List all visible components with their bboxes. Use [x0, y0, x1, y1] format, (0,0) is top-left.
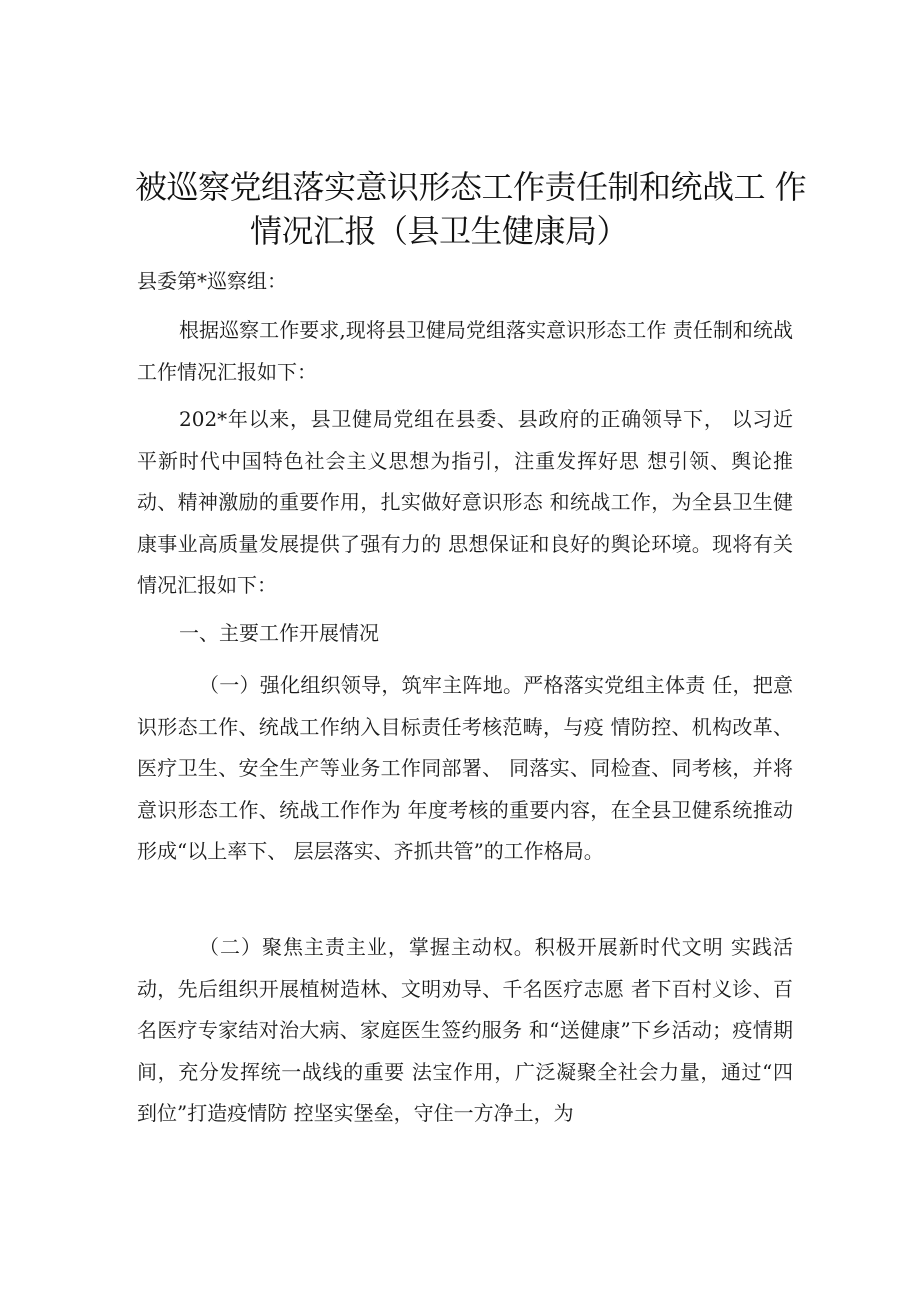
subsection-2-paragraph: （二）聚焦主责主业，掌握主动权。积极开展新时代文明 实践活动，先后组织开展植树造林、文明劝导、千名医疗志愿 者下百村义诊、百名医疗专家结对治大病、家庭医生签约服务 和“送健康”下乡活动；疫情期间，充分发挥统一战线的重要 法宝作用，广泛凝聚全社会力量，通过“四到位”打造疫情防 控坚实堡垒，守住一方净土，为: [137, 935, 793, 1125]
title-line-1: 被巡察党组落实意识形态工作责任制和统战工 作: [135, 168, 807, 206]
subsection-1-paragraph: （一）强化组织领导，筑牢主阵地。严格落实党组主体责 任，把意识形态工作、统战工作纳入目标责任考核范畴，与疫 情防控、机构改革、医疗卫生、安全生产等业务工作同部署、 同落实、同检查、同考核，并将意识形态工作、统战工作作为 年度考核的重要内容，在全县卫健系统推动形成“以上率下、 层层落实、齐抓共管”的工作格局。: [137, 673, 793, 863]
intro-paragraph: 根据巡察工作要求,现将县卫健局党组落实意识形态工作 责任制和统战工作情况汇报如下：: [137, 318, 793, 384]
overview-paragraph: 202*年以来，县卫健局党组在县委、县政府的正确领导下， 以习近平新时代中国特色社会主义思想为指引，注重发挥好思 想引领、舆论推动、精神激励的重要作用，扎实做好意识形态 和统战工作，为全县卫生健康事业高质量发展提供了强有力的 思想保证和良好的舆论环境。现将有关情况汇报如下：: [137, 407, 793, 597]
salutation: 县委第*巡察组：: [137, 269, 287, 293]
section-heading: 一、主要工作开展情况: [179, 621, 379, 645]
document-title: [135, 165, 807, 253]
title-line-2: 情况汇报（县卫生健康局）: [250, 212, 629, 250]
